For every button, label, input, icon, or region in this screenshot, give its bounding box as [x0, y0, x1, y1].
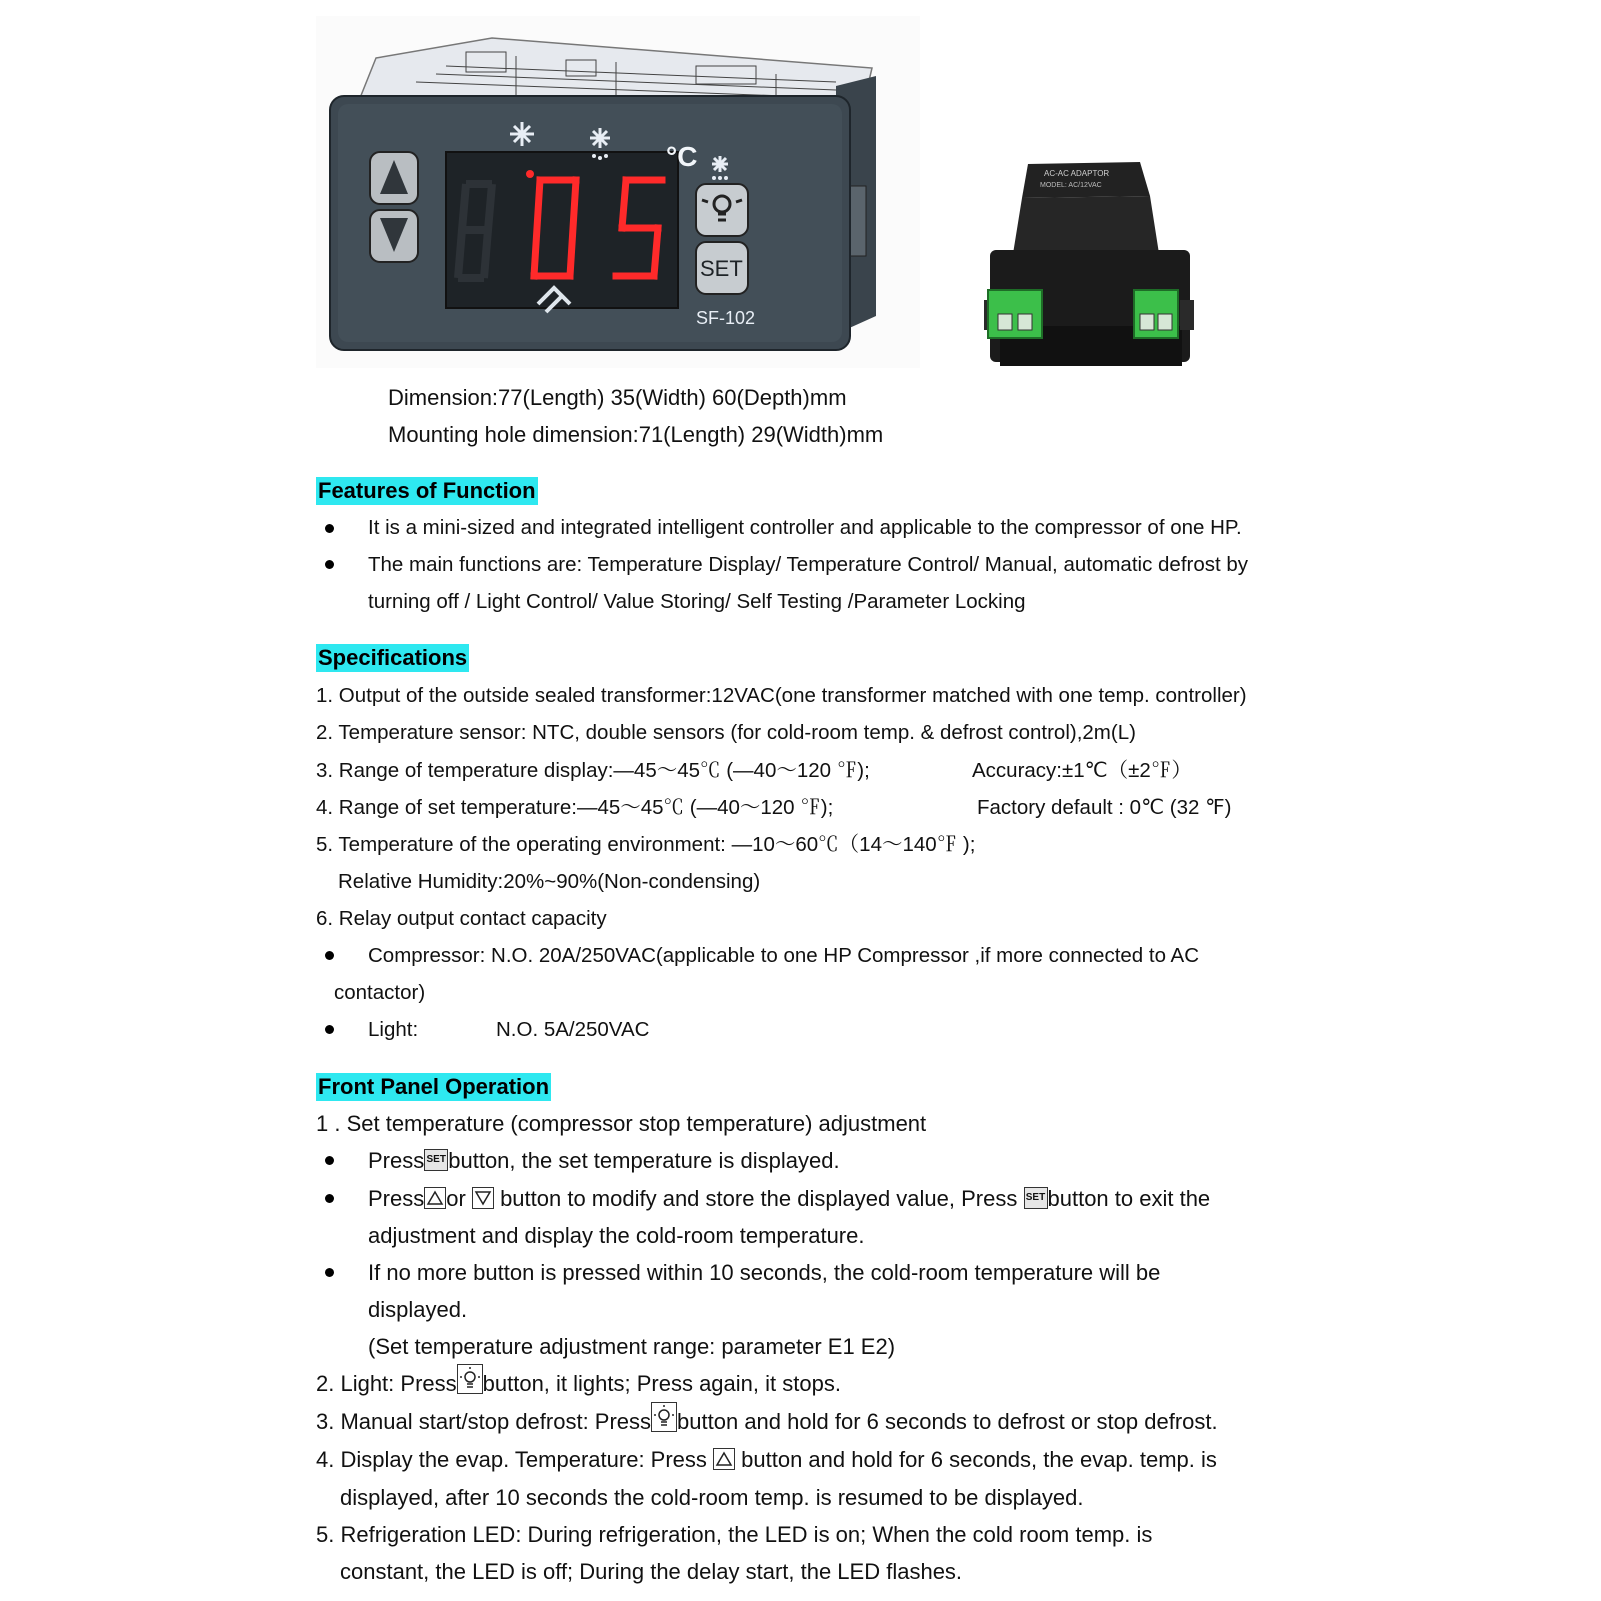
light-key-icon: [457, 1364, 483, 1394]
or-text: or: [446, 1186, 466, 1211]
dimension-text: Dimension:77(Length) 35(Width) 60(Depth)mm: [388, 385, 847, 410]
feature-item: It is a mini-sized and integrated intelligent controller and applicable to the compressor of one HP.: [368, 516, 1242, 539]
fp-item4: [316, 1448, 1217, 1472]
unit-symbol: °C: [666, 141, 698, 172]
fp-bullet-2-mid: button to modify and store the displayed value, Press: [500, 1186, 1018, 1211]
spec-item: 4. Range of set temperature:—45～45℃ (—40～120 ℉);: [316, 796, 834, 819]
bullet: [325, 1156, 334, 1165]
adaptor-label-1: AC-AC ADAPTOR: [1044, 169, 1110, 178]
press-text: Press: [368, 1186, 425, 1211]
bullet: [325, 1194, 334, 1203]
spec-light-value: N.O. 5A/250VAC: [496, 1018, 650, 1041]
fp-item1-title: 1 . Set temperature (compressor stop temperature) adjustment: [316, 1111, 927, 1136]
fp-item5-line2: constant, the LED is off; During the delay start, the LED flashes.: [340, 1559, 963, 1584]
front-panel-heading: Front Panel Operation: [318, 1074, 550, 1099]
spec-item: 6. Relay output contact capacity: [316, 907, 607, 930]
feature-item: turning off / Light Control/ Value Storing/ Self Testing /Parameter Locking: [368, 590, 1026, 613]
fp-item2-pre: 2. Light: Press: [316, 1371, 457, 1396]
bullet: [325, 524, 334, 533]
fp-item3: [316, 1410, 1218, 1434]
spec-accuracy: Accuracy:±1℃（±2℉）: [972, 759, 1192, 782]
spec-compressor: Compressor: N.O. 20A/250VAC(applicable to one HP Compressor ,if more connected to AC: [368, 944, 1200, 967]
spec-factory-default: Factory default : 0℃ (32 ℉): [977, 796, 1232, 819]
fp-bullet-3-line1: If no more button is pressed within 10 seconds, the cold-room temperature will be: [368, 1260, 1161, 1285]
fp-bullet-2: [368, 1187, 1210, 1211]
fp-bullet-1-text: button, the set temperature is displayed.: [448, 1148, 840, 1173]
bullet: [325, 951, 334, 960]
display-digits: 05: [556, 306, 558, 307]
fp-bullet-2-line2: adjustment and display the cold-room temperature.: [368, 1223, 865, 1248]
set-key-icon: SET: [424, 1149, 448, 1171]
bullet: [325, 560, 334, 569]
spec-item: 2. Temperature sensor: NTC, double sensors (for cold-room temp. & defrost control),2m(L): [316, 721, 1136, 744]
set-key-icon: SET: [1024, 1187, 1048, 1209]
spec-compressor-cont: contactor): [334, 981, 426, 1004]
spec-item: 5. Temperature of the operating environment: —10～60℃（14～140℉ );: [316, 833, 976, 856]
fp-bullet-3-line2: displayed.: [368, 1297, 468, 1322]
fp-bullet-2-end: button to exit the: [1047, 1186, 1211, 1211]
model-label: SF-102: [696, 308, 756, 328]
bullet: [325, 1025, 334, 1034]
mounting-dimension-text: Mounting hole dimension:71(Length) 29(Width)mm: [388, 422, 884, 447]
down-key-icon: [472, 1187, 494, 1209]
spec-item: 3. Range of temperature display:—45～45℃ (—40～120 ℉);: [316, 759, 870, 782]
adaptor-label-2: MODEL: AC/12VAC: [1040, 182, 1102, 189]
fp-bullet-1: [368, 1149, 840, 1173]
fp-item4-post: button and hold for 6 seconds, the evap. temp. is: [741, 1447, 1217, 1472]
features-heading: Features of Function: [318, 478, 536, 503]
fp-item3-post: button and hold for 6 seconds to defrost or stop defrost.: [677, 1409, 1218, 1434]
light-key-icon: [651, 1402, 677, 1432]
bullet: [325, 1268, 334, 1277]
up-key-icon: [424, 1187, 446, 1209]
up-key-icon: [713, 1448, 735, 1470]
fp-item2: [316, 1372, 841, 1396]
specifications-heading: Specifications: [318, 645, 468, 670]
spec-item: Relative Humidity:20%~90%(Non-condensing): [338, 870, 761, 893]
set-button-label: SET: [700, 256, 743, 281]
controller-photo: [316, 16, 920, 368]
fp-item2-post: button, it lights; Press again, it stops.: [482, 1371, 841, 1396]
fp-item5-line1: 5. Refrigeration LED: During refrigeration, the LED is on; When the cold room temp. is: [316, 1522, 1153, 1547]
spec-light-label: Light:: [368, 1018, 419, 1041]
adaptor-photo: [982, 160, 1202, 374]
feature-item: The main functions are: Temperature Display/ Temperature Control/ Manual, automatic defrost by: [368, 553, 1249, 576]
spec-item: 1. Output of the outside sealed transformer:12VAC(one transformer matched with one temp. controller): [316, 684, 1247, 707]
fp-item4-pre: 4. Display the evap. Temperature: Press: [316, 1447, 707, 1472]
fp-bullet-3-note: (Set temperature adjustment range: parameter E1 E2): [368, 1334, 896, 1359]
press-text: Press: [368, 1148, 425, 1173]
fp-item3-pre: 3. Manual start/stop defrost: Press: [316, 1409, 652, 1434]
fp-item4-line2: displayed, after 10 seconds the cold-room temp. is resumed to be displayed.: [340, 1485, 1084, 1510]
